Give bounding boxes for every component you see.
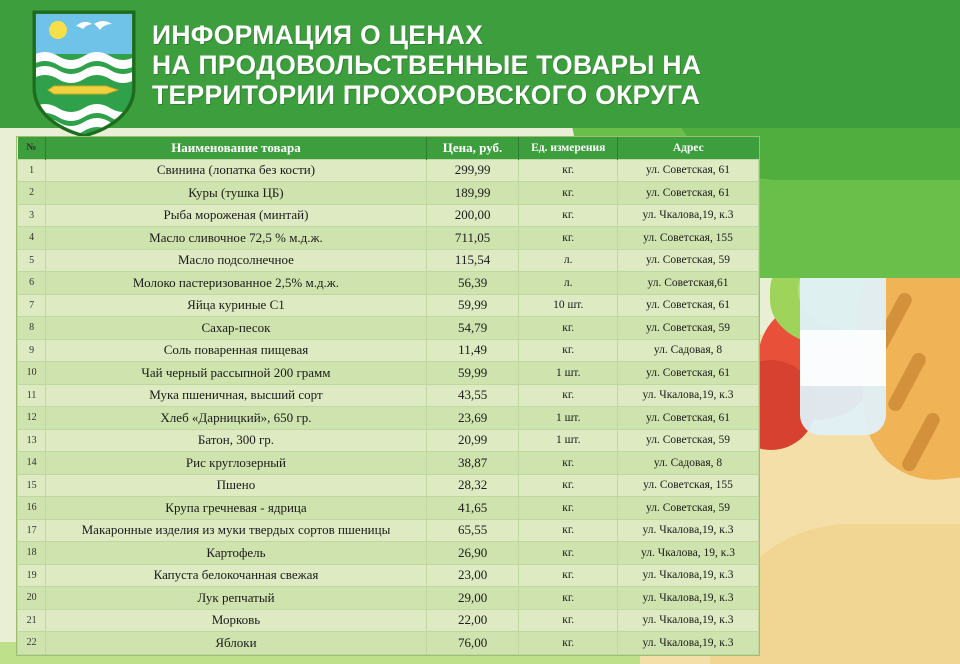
cell-address: ул. Советская, 59 [618,429,759,452]
cell-address: ул. Чкалова,19, к.3 [618,384,759,407]
cell-address: ул. Советская, 59 [618,317,759,340]
cell-address: ул. Чкалова,19, к.3 [618,609,759,632]
table-row [18,519,759,542]
cell-price: 299,99 [426,159,519,182]
table-row [18,204,759,227]
cell-product: Рыба мороженая (минтай) [46,204,427,227]
cell-price: 76,00 [426,632,519,655]
cell-unit: кг. [519,542,618,565]
table-row [18,272,759,295]
cell-number: 20 [18,587,46,610]
table-row [18,362,759,385]
cell-address: ул. Чкалова,19, к.3 [618,519,759,542]
cell-product: Мука пшеничная, высший сорт [46,384,427,407]
table-row [18,294,759,317]
cell-address: ул. Советская, 61 [618,362,759,385]
cell-product: Яйца куриные С1 [46,294,427,317]
cell-unit: кг. [519,452,618,475]
table-row [18,497,759,520]
cell-unit: кг. [519,497,618,520]
milk-bottle-label [800,330,886,386]
cell-number: 18 [18,542,46,565]
cell-price: 20,99 [426,429,519,452]
cell-price: 29,00 [426,587,519,610]
table-row [18,429,759,452]
cell-price: 26,90 [426,542,519,565]
cell-price: 56,39 [426,272,519,295]
cell-product: Морковь [46,609,427,632]
cell-product: Крупа гречневая - ядрица [46,497,427,520]
cell-unit: кг. [519,587,618,610]
cell-address: ул. Чкалова,19, к.3 [618,204,759,227]
cell-unit: кг. [519,609,618,632]
page-title [152,20,942,110]
cell-unit: кг. [519,227,618,250]
cell-unit: л. [519,249,618,272]
cell-address: ул. Советская, 61 [618,407,759,430]
cell-price: 28,32 [426,474,519,497]
cell-product: Масло подсолнечное [46,249,427,272]
cell-price: 200,00 [426,204,519,227]
cell-product: Картофель [46,542,427,565]
cell-address: ул. Советская, 59 [618,497,759,520]
price-table-body [18,159,759,654]
cell-price: 59,99 [426,362,519,385]
cell-address: ул. Советская, 61 [618,294,759,317]
page-title-line-1: ИНФОРМАЦИЯ О ЦЕНАХ [152,20,484,50]
column-header-product: Наименование товара [46,137,427,159]
cell-price: 43,55 [426,384,519,407]
cell-product: Хлеб «Дарницкий», 650 гр. [46,407,427,430]
cell-unit: 10 шт. [519,294,618,317]
table-row [18,542,759,565]
cell-address: ул. Советская, 155 [618,474,759,497]
price-table [17,137,759,655]
column-header-price: Цена, руб. [426,137,519,159]
cell-number: 15 [18,474,46,497]
cell-number: 4 [18,227,46,250]
cell-product: Масло сливочное 72,5 % м.д.ж. [46,227,427,250]
cell-product: Пшено [46,474,427,497]
table-row [18,609,759,632]
cell-price: 23,00 [426,564,519,587]
cell-price: 59,99 [426,294,519,317]
cell-address: ул. Чкалова,19, к.3 [618,632,759,655]
cell-price: 23,69 [426,407,519,430]
cell-unit: кг. [519,182,618,205]
cell-unit: кг. [519,474,618,497]
cell-unit: кг. [519,339,618,362]
table-row [18,564,759,587]
table-header-row [18,137,759,159]
cell-product: Капуста белокочанная свежая [46,564,427,587]
cell-address: ул. Советская, 155 [618,227,759,250]
price-table-container [16,136,760,656]
cell-price: 115,54 [426,249,519,272]
cell-product: Куры (тушка ЦБ) [46,182,427,205]
cell-address: ул. Чкалова,19, к.3 [618,564,759,587]
cell-number: 11 [18,384,46,407]
cell-unit: л. [519,272,618,295]
table-row [18,474,759,497]
cell-price: 711,05 [426,227,519,250]
cell-address: ул. Советская, 59 [618,249,759,272]
cell-unit: кг. [519,204,618,227]
cell-number: 14 [18,452,46,475]
cell-number: 19 [18,564,46,587]
cell-price: 65,55 [426,519,519,542]
coat-of-arms-icon [32,10,136,136]
table-row [18,407,759,430]
column-header-number: № [18,137,46,159]
table-row [18,587,759,610]
cell-price: 22,00 [426,609,519,632]
cell-price: 189,99 [426,182,519,205]
cell-unit: 1 шт. [519,362,618,385]
cell-number: 17 [18,519,46,542]
cell-product: Соль поваренная пищевая [46,339,427,362]
cell-price: 54,79 [426,317,519,340]
table-row [18,249,759,272]
cell-number: 21 [18,609,46,632]
cell-address: ул. Чкалова,19, к.3 [618,587,759,610]
table-row [18,339,759,362]
price-table-head [18,137,759,159]
cell-address: ул. Советская, 61 [618,182,759,205]
cell-unit: кг. [519,159,618,182]
cell-product: Яблоки [46,632,427,655]
cell-product: Лук репчатый [46,587,427,610]
cell-number: 2 [18,182,46,205]
cell-number: 12 [18,407,46,430]
cell-unit: кг. [519,317,618,340]
cell-number: 9 [18,339,46,362]
cell-product: Чай черный рассыпной 200 грамм [46,362,427,385]
cell-address: ул. Чкалова, 19, к.3 [618,542,759,565]
cell-price: 38,87 [426,452,519,475]
table-row [18,632,759,655]
cell-product: Сахар-песок [46,317,427,340]
table-row [18,317,759,340]
cell-number: 8 [18,317,46,340]
table-row [18,384,759,407]
cell-product: Батон, 300 гр. [46,429,427,452]
cell-unit: 1 шт. [519,407,618,430]
cell-number: 7 [18,294,46,317]
column-header-address: Адрес [618,137,759,159]
cell-address: ул. Советская, 61 [618,159,759,182]
cell-product: Молоко пастеризованное 2,5% м.д.ж. [46,272,427,295]
cell-unit: 1 шт. [519,429,618,452]
cell-product: Макаронные изделия из муки твердых сортов пшеницы [46,519,427,542]
cell-number: 16 [18,497,46,520]
cell-product: Свинина (лопатка без кости) [46,159,427,182]
cell-unit: кг. [519,384,618,407]
cell-number: 22 [18,632,46,655]
page-title-line-2: НА ПРОДОВОЛЬСТВЕННЫЕ ТОВАРЫ НА [152,50,702,80]
table-row [18,227,759,250]
cell-number: 5 [18,249,46,272]
page-title-line-3: ТЕРРИТОРИИ ПРОХОРОВСКОГО ОКРУГА [152,80,701,110]
cell-number: 6 [18,272,46,295]
cell-number: 3 [18,204,46,227]
cell-address: ул. Садовая, 8 [618,339,759,362]
cell-price: 11,49 [426,339,519,362]
column-header-unit: Ед. измерения [519,137,618,159]
cell-price: 41,65 [426,497,519,520]
cell-address: ул. Советская,61 [618,272,759,295]
table-row [18,182,759,205]
cell-number: 10 [18,362,46,385]
cell-product: Рис круглозерный [46,452,427,475]
cell-number: 13 [18,429,46,452]
cell-unit: кг. [519,632,618,655]
cell-unit: кг. [519,564,618,587]
cell-address: ул. Садовая, 8 [618,452,759,475]
table-row [18,159,759,182]
cell-unit: кг. [519,519,618,542]
table-row [18,452,759,475]
cell-number: 1 [18,159,46,182]
